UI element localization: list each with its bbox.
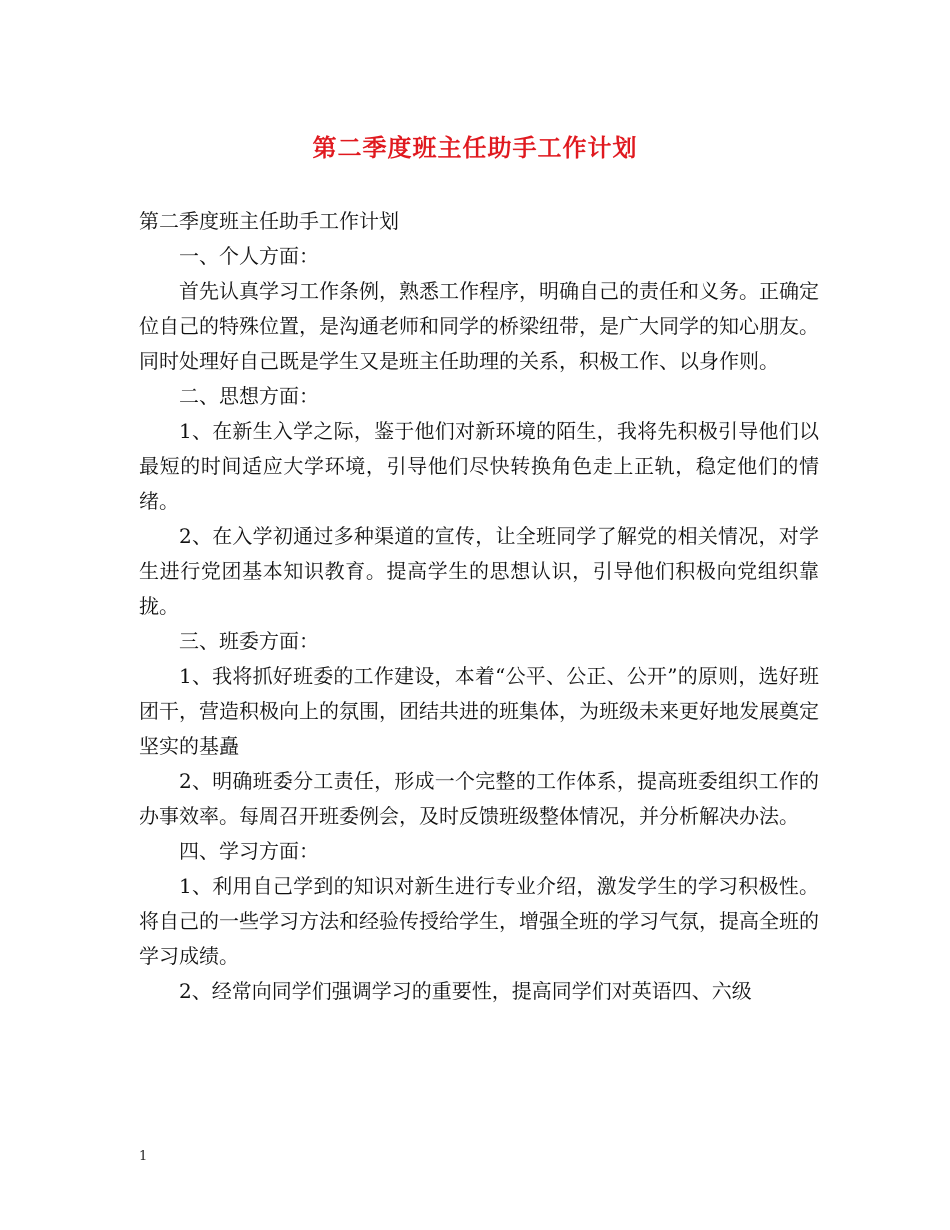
section-heading: 一、个人方面： [179,244,319,268]
section-heading: 二、思想方面： [179,384,319,408]
document-title: 第二季度班主任助手工作计划 [312,133,638,162]
paragraph: 1、我将抓好班委的工作建设，本着“公平、公正、公开”的原则，选好班团干，营造积极向上的氛围，团结共进的班集体，为班级未来更好地发展奠定坚实的基矗 [139,664,819,758]
paragraph: 1、利用自己学到的知识对新生进行专业介绍，激发学生的学习积极性。将自己的一些学习方法和经验传授给学生，增强全班的学习气氛，提高全班的学习成绩。 [139,874,819,968]
paragraph: 1、在新生入学之际，鉴于他们对新环境的陌生，我将先积极引导他们以最短的时间适应大学环境，引导他们尽快转换角色走上正轨，稳定他们的情绪。 [139,419,819,513]
document-body [139,204,819,1009]
paragraph: 2、经常向同学们强调学习的重要性，提高同学们对英语四、六级 [179,979,752,1003]
page-number: 1 [139,1149,148,1164]
paragraph: 2、在入学初通过多种渠道的宣传，让全班同学了解党的相关情况，对学生进行党团基本知识教育。提高学生的思想认识，引导他们积极向党组织靠拢。 [139,524,819,618]
section-heading: 三、班委方面： [179,629,319,653]
paragraph: 首先认真学习工作条例，熟悉工作程序，明确自己的责任和义务。正确定位自己的特殊位置，是沟通老师和同学的桥梁纽带，是广大同学的知心朋友。同时处理好自己既是学生又是班主任助理的关系，积极工作、以身作则。 [139,279,819,373]
section-heading: 四、学习方面： [179,839,319,863]
paragraph: 第二季度班主任助手工作计划 [139,209,399,233]
paragraph: 2、明确班委分工责任，形成一个完整的工作体系，提高班委组织工作的办事效率。每周召开班委例会，及时反馈班级整体情况，并分析解决办法。 [139,769,819,828]
